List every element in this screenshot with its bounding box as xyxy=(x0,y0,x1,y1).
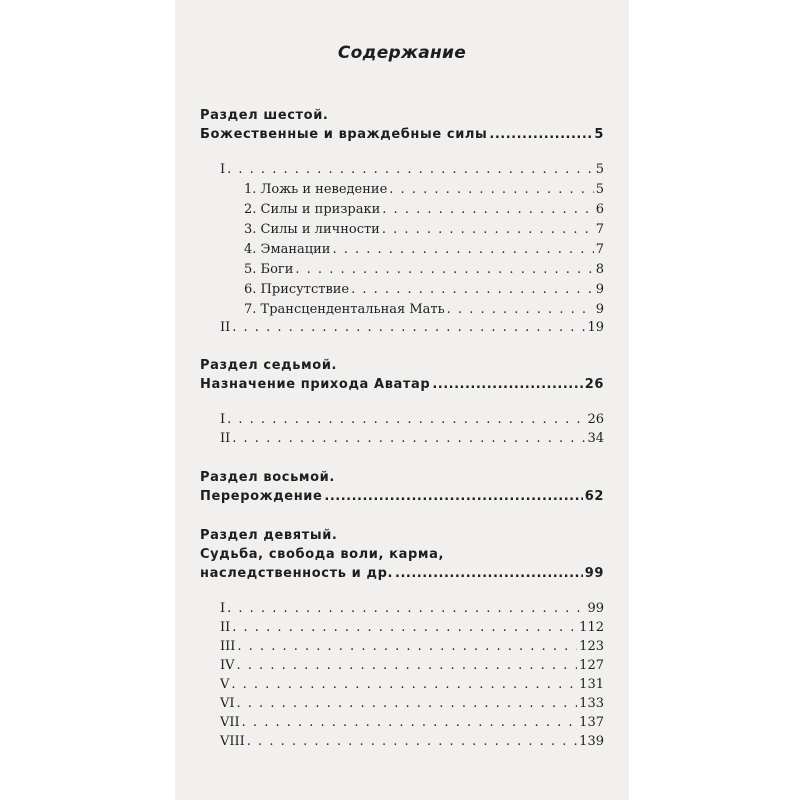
dot-leader xyxy=(324,487,582,507)
section-title: Перерождение xyxy=(200,489,323,504)
page-number: 19 xyxy=(587,320,604,335)
toc-entry xyxy=(220,675,604,695)
page-title: Содержание xyxy=(337,43,467,63)
section-heading-label: Судьба, свобода воли, карма, xyxy=(200,547,445,562)
toc-entry xyxy=(244,300,604,320)
section-heading-label: Раздел седьмой. xyxy=(200,358,338,373)
dot-leader xyxy=(242,713,578,733)
entry-label: II xyxy=(220,431,231,446)
dot-leader xyxy=(332,240,593,260)
page-number: 112 xyxy=(579,620,604,635)
page-number: 99 xyxy=(584,566,604,581)
toc-entry xyxy=(244,180,604,200)
page-number: 6 xyxy=(595,202,604,217)
dot-leader xyxy=(447,300,594,320)
entry-label: 3. Силы и личности xyxy=(244,222,380,237)
entry-label: I xyxy=(220,601,226,616)
page-number: 7 xyxy=(595,222,604,237)
section-title: наследственность и др. xyxy=(200,566,394,581)
page-number: 99 xyxy=(587,601,604,616)
entry-label: 5. Боги xyxy=(244,262,294,277)
dot-leader xyxy=(432,375,582,395)
page-number: 5 xyxy=(594,127,604,142)
toc-entry xyxy=(244,200,604,220)
book-page xyxy=(175,0,629,800)
toc-entry xyxy=(244,240,604,260)
dot-leader xyxy=(382,220,594,240)
entry-label: II xyxy=(220,620,231,635)
section-heading-label: Раздел девятый. xyxy=(200,528,338,543)
toc-entry xyxy=(220,599,604,619)
entry-label: I xyxy=(220,412,226,427)
toc-entry xyxy=(220,713,604,733)
dot-leader xyxy=(237,694,578,714)
dot-leader xyxy=(237,656,578,676)
toc-entry xyxy=(220,160,604,180)
dot-leader xyxy=(232,318,585,338)
dot-leader xyxy=(237,637,577,657)
entry-label: 2. Силы и призраки xyxy=(244,202,381,217)
dot-leader xyxy=(232,429,585,449)
entry-label: VII xyxy=(220,715,240,730)
entry-label: 4. Эманации xyxy=(244,242,331,257)
toc-entry xyxy=(220,694,604,714)
page-number: 9 xyxy=(595,302,604,317)
toc-entry xyxy=(220,637,604,657)
entry-label: IV xyxy=(220,658,235,673)
page-number: 131 xyxy=(579,677,604,692)
section-6-heading xyxy=(200,106,328,126)
entry-label: 6. Присутствие xyxy=(244,282,350,297)
page-number: 7 xyxy=(595,242,604,257)
page-number: 137 xyxy=(579,715,604,730)
page-number: 62 xyxy=(584,489,604,504)
entry-label: 7. Трансцендентальная Мать xyxy=(244,302,445,317)
entry-label: VIII xyxy=(220,734,245,749)
section-heading-label: Раздел шестой. xyxy=(200,108,329,123)
toc-entry xyxy=(220,656,604,676)
toc-entry xyxy=(220,429,604,449)
section-9-title-row xyxy=(200,564,604,584)
toc-entry xyxy=(220,732,604,752)
page-number: 127 xyxy=(579,658,604,673)
page-number: 123 xyxy=(579,639,604,654)
dot-leader xyxy=(231,675,577,695)
page-number: 5 xyxy=(595,182,604,197)
dot-leader xyxy=(227,160,594,180)
dot-leader xyxy=(382,200,593,220)
section-7-title-row xyxy=(200,375,604,395)
page-number: 133 xyxy=(579,696,604,711)
page-number: 26 xyxy=(587,412,604,427)
page-number: 8 xyxy=(595,262,604,277)
entry-label: 1. Ложь и неведение xyxy=(244,182,388,197)
dot-leader xyxy=(395,564,583,584)
section-8-heading xyxy=(200,468,335,488)
section-7-heading xyxy=(200,356,337,376)
page-number: 34 xyxy=(587,431,604,446)
entry-label: VI xyxy=(220,696,235,711)
dot-leader xyxy=(232,618,577,638)
section-9-heading xyxy=(200,526,337,546)
dot-leader xyxy=(389,180,593,200)
entry-label: III xyxy=(220,639,236,654)
page-number: 9 xyxy=(595,282,604,297)
section-9-heading-line-2 xyxy=(200,545,444,565)
toc-entry xyxy=(220,410,604,430)
dot-leader xyxy=(227,599,585,619)
entry-label: V xyxy=(220,677,230,692)
section-6-title-row xyxy=(200,125,604,145)
page-number: 26 xyxy=(584,377,604,392)
page-number: 5 xyxy=(595,162,604,177)
dot-leader xyxy=(489,125,592,145)
section-8-title-row xyxy=(200,487,604,507)
dot-leader xyxy=(227,410,585,430)
dot-leader xyxy=(351,280,594,300)
entry-label: II xyxy=(220,320,231,335)
toc-entry xyxy=(244,280,604,300)
page-number: 139 xyxy=(579,734,604,749)
toc-entry xyxy=(220,318,604,338)
dot-leader xyxy=(247,732,577,752)
toc-entry xyxy=(244,260,604,280)
section-heading-label: Раздел восьмой. xyxy=(200,470,335,485)
toc-entry xyxy=(220,618,604,638)
section-title: Назначение прихода Аватар xyxy=(200,377,431,392)
toc-entry xyxy=(244,220,604,240)
entry-label: I xyxy=(220,162,226,177)
dot-leader xyxy=(295,260,593,280)
section-title: Божественные и враждебные силы xyxy=(200,127,488,142)
